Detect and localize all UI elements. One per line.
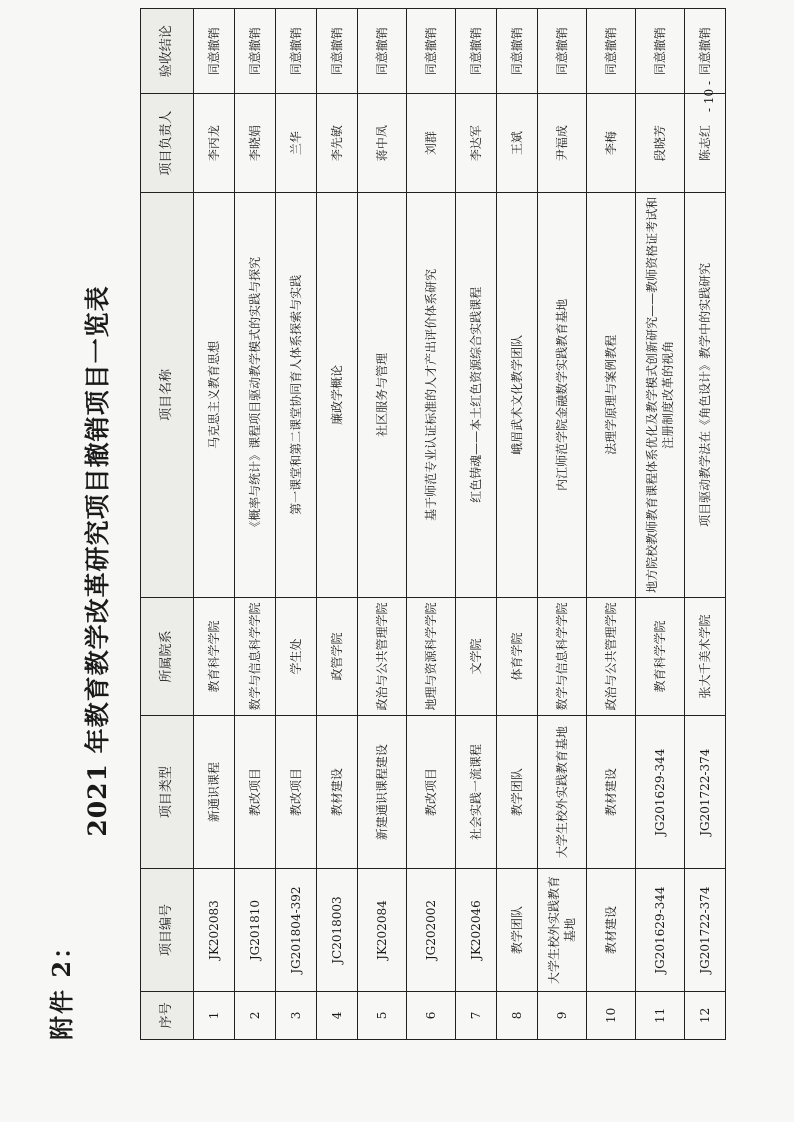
cell-index: 9: [538, 991, 587, 1039]
page-number: - 10 -: [702, 80, 716, 112]
cell-project-type: 教材建设: [317, 716, 358, 869]
cell-conclusion: 同意撤销: [276, 9, 317, 94]
cell-project-code: JG201804-392: [276, 869, 317, 992]
cell-project-code: JG201629-344: [636, 869, 685, 992]
cell-project-code: 教材建设: [587, 869, 636, 992]
cell-project-name: 法理学原理与案例教程: [587, 192, 636, 597]
cell-index: 2: [235, 991, 276, 1039]
table-row: [685, 9, 726, 1040]
cell-leader: 刘群: [407, 94, 456, 193]
cell-project-code: 教学团队: [497, 869, 538, 992]
table-row: [497, 9, 538, 1040]
cell-index: 5: [358, 991, 407, 1039]
cell-project-name: 马克思主义教育思想: [194, 192, 235, 597]
cell-department: 文学院: [456, 597, 497, 715]
col-header-project-type: 项目类型: [141, 716, 194, 869]
cell-conclusion: 同意撤销: [456, 9, 497, 94]
cell-leader: 陈志红: [685, 94, 726, 193]
cell-project-code: JG202002: [407, 869, 456, 992]
cell-conclusion: 同意撤销: [358, 9, 407, 94]
cell-department: 数学与信息科学学院: [235, 597, 276, 715]
cell-index: 8: [497, 991, 538, 1039]
cell-conclusion: 同意撤销: [538, 9, 587, 94]
cell-index: 3: [276, 991, 317, 1039]
cell-department: 教育科学学院: [636, 597, 685, 715]
table-row: [358, 9, 407, 1040]
cell-department: 体育学院: [497, 597, 538, 715]
cell-leader: 尹福成: [538, 94, 587, 193]
cell-project-type: 教改项目: [235, 716, 276, 869]
cell-leader: 兰华: [276, 94, 317, 193]
col-header-conclusion: 验收结论: [141, 9, 194, 94]
cell-project-name: 峨眉武术文化教学团队: [497, 192, 538, 597]
cell-project-type: JG201629-344: [636, 716, 685, 869]
table-row: [317, 9, 358, 1040]
cell-project-code: JC2018003: [317, 869, 358, 992]
cell-department: 教育科学学院: [194, 597, 235, 715]
cell-project-code: 大学生校外实践教育基地: [538, 869, 587, 992]
cell-project-name: 社区服务与管理: [358, 192, 407, 597]
col-header-project-code: 项目编号: [141, 869, 194, 992]
cell-conclusion: 同意撤销: [407, 9, 456, 94]
cell-project-name: 红色铸魂——本土红色资源综合实践课程: [456, 192, 497, 597]
cell-department: 政治与公共管理学院: [358, 597, 407, 715]
cell-conclusion: 同意撤销: [497, 9, 538, 94]
cell-index: 10: [587, 991, 636, 1039]
attachment-label: 附件 2：: [47, 932, 76, 1040]
page-title: 2021 年教育教学改革研究项目撤销项目一览表: [83, 285, 112, 837]
table-row: [276, 9, 317, 1040]
table-row: [407, 9, 456, 1040]
cell-project-type: JG201722-374: [685, 716, 726, 869]
cell-project-code: JK202046: [456, 869, 497, 992]
table-row: [194, 9, 235, 1040]
cell-project-code: JG201810: [235, 869, 276, 992]
cell-department: 政管学院: [317, 597, 358, 715]
cell-project-name: 廉政学概论: [317, 192, 358, 597]
table-row: [636, 9, 685, 1040]
table-row: [538, 9, 587, 1040]
cell-conclusion: 同意撤销: [235, 9, 276, 94]
col-header-department: 所属院系: [141, 597, 194, 715]
table-row: [235, 9, 276, 1040]
cell-project-type: 教改项目: [276, 716, 317, 869]
cell-project-name: 内江师范学院金融数学实践教育基地: [538, 192, 587, 597]
col-header-leader: 项目负责人: [141, 94, 194, 193]
cell-project-code: JK202084: [358, 869, 407, 992]
cell-leader: 李丙龙: [194, 94, 235, 193]
cell-leader: 段晓芳: [636, 94, 685, 193]
cell-conclusion: 同意撤销: [685, 9, 726, 94]
cell-index: 12: [685, 991, 726, 1039]
cell-project-type: 教改项目: [407, 716, 456, 869]
table-row: [456, 9, 497, 1040]
cell-project-name: 第一课堂和第二课堂协同育人体系探索与实践: [276, 192, 317, 597]
cell-conclusion: 同意撤销: [317, 9, 358, 94]
cell-index: 4: [317, 991, 358, 1039]
cell-project-type: 新通识课程: [194, 716, 235, 869]
cell-project-type: 新建通识课程建设: [358, 716, 407, 869]
cell-leader: 李先敏: [317, 94, 358, 193]
col-header-project-name: 项目名称: [141, 192, 194, 597]
cell-project-code: JG201722-374: [685, 869, 726, 992]
cell-project-type: 社会实践一流课程: [456, 716, 497, 869]
cell-project-type: 教材建设: [587, 716, 636, 869]
cell-index: 11: [636, 991, 685, 1039]
cell-conclusion: 同意撤销: [587, 9, 636, 94]
table-row: [587, 9, 636, 1040]
cell-project-type: 教学团队: [497, 716, 538, 869]
cell-index: 1: [194, 991, 235, 1039]
cell-leader: 蒋中凤: [358, 94, 407, 193]
cell-leader: 李达军: [456, 94, 497, 193]
cell-conclusion: 同意撤销: [194, 9, 235, 94]
cell-project-code: JK202083: [194, 869, 235, 992]
cell-conclusion: 同意撤销: [636, 9, 685, 94]
cell-project-name: 地方院校教师教育课程体系优化及教学模式创新研究——教师资格证考试和注册制度改革的视角: [636, 192, 685, 597]
cell-project-name: 项目驱动教学法在《角色设计》教学中的实践研究: [685, 192, 726, 597]
table-header-row: [141, 9, 194, 1040]
cell-leader: 李梅: [587, 94, 636, 193]
cell-project-type: 大学生校外实践教育基地: [538, 716, 587, 869]
cell-leader: 王斌: [497, 94, 538, 193]
revoked-projects-table: [140, 8, 726, 1040]
cell-department: 地理与资源科学学院: [407, 597, 456, 715]
cell-project-name: 《概率与统计》课程项目驱动教学模式的实践与探究: [235, 192, 276, 597]
cell-department: 政治与公共管理学院: [587, 597, 636, 715]
cell-index: 6: [407, 991, 456, 1039]
cell-project-name: 基于师范专业认证标准的人才产出评价体系研究: [407, 192, 456, 597]
col-header-index: 序号: [141, 991, 194, 1039]
cell-leader: 李晓娟: [235, 94, 276, 193]
cell-department: 数学与信息科学学院: [538, 597, 587, 715]
cell-index: 7: [456, 991, 497, 1039]
cell-department: 张大千美术学院: [685, 597, 726, 715]
cell-department: 学生处: [276, 597, 317, 715]
